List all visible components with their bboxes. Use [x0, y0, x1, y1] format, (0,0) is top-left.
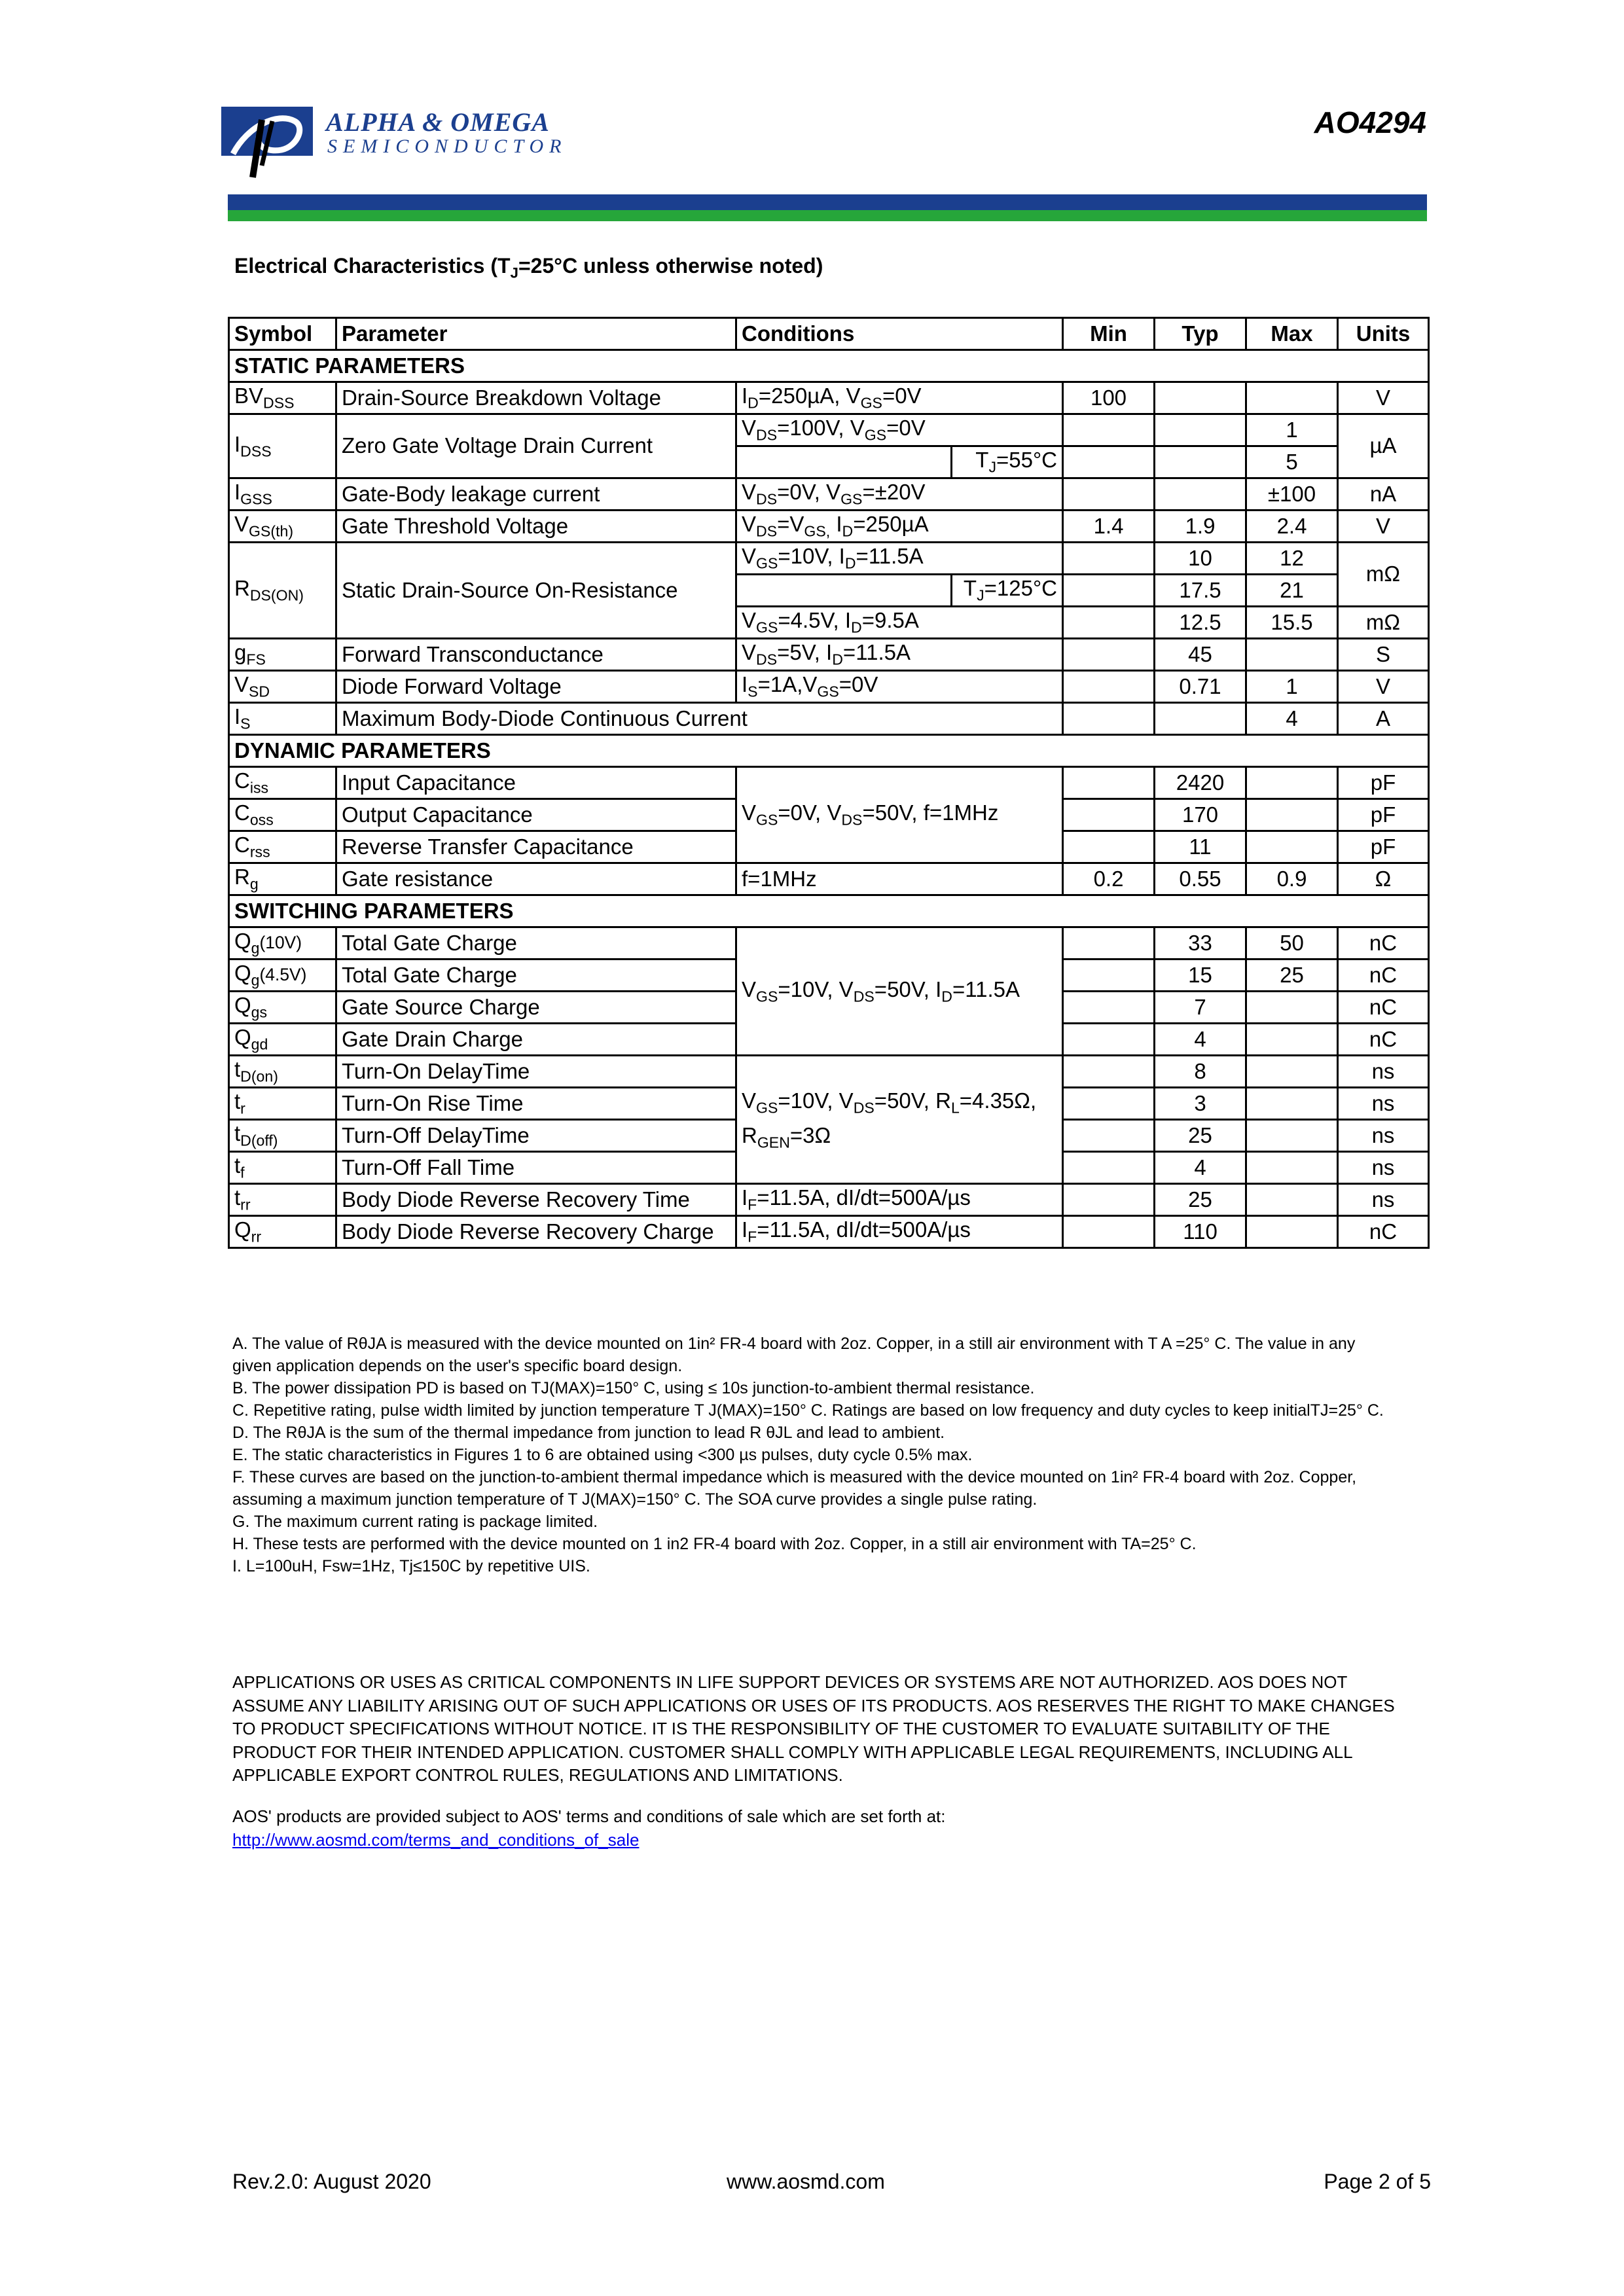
typ-tr: 3 — [1155, 1088, 1246, 1120]
table-row — [229, 639, 1429, 671]
param-is: Maximum Body-Diode Continuous Current — [336, 703, 1063, 735]
symbol-ciss: $C_{iss}$ — [229, 767, 336, 799]
header-symbol: Symbol — [229, 318, 336, 350]
footer-website: www.aosmd.com — [727, 2170, 885, 2193]
typ-rdson-3: 12.5 — [1155, 607, 1246, 639]
symbol-tr: $t_r$ — [229, 1088, 336, 1120]
symbol-qg45: $Q_g(4.5V)$ — [229, 960, 336, 992]
part-number: AO4294 — [1314, 105, 1426, 139]
footer-revision: Rev.2.0: August 2020 — [232, 2170, 431, 2193]
min-vgsth: 1.4 — [1063, 511, 1155, 543]
table-row — [229, 703, 1429, 735]
footnote-h: H. These tests are performed with the device mounted on 1 in2 FR-4 board with 2oz. Copper, in a still air environment with TA=25° C. — [232, 1535, 1197, 1553]
table-row — [229, 382, 1429, 414]
typ-qg45: 15 — [1155, 960, 1246, 992]
max-qg10: 50 — [1246, 927, 1338, 960]
table-row — [229, 671, 1429, 703]
symbol-gfs: $g_{FS}$ — [229, 639, 336, 671]
footnote-d: D. The RθJA is the sum of the thermal impedance from junction to lead R θJL and lead to ambient. — [232, 1424, 945, 1442]
symbol-tdon: $t_{D(on)}$ — [229, 1056, 336, 1088]
table-row — [229, 767, 1429, 799]
terms-text: AOS' products are provided subject to AOS' terms and conditions of sale which are set forth at: — [232, 1806, 946, 1826]
units-qg10: nC — [1338, 927, 1429, 960]
cond-gfs: $V_{DS}=5V$, $I_D=11.5A$ — [736, 639, 1063, 671]
cond-rdson-3: $V_{GS}=4.5V$, $I_D=9.5A$ — [736, 607, 1063, 639]
max-igss: ±100 — [1246, 478, 1338, 511]
table-row — [229, 511, 1429, 543]
header-parameter: Parameter — [336, 318, 736, 350]
disclaimer: APPLICATIONS OR USES AS CRITICAL COMPONENTS IN LIFE SUPPORT DEVICES OR SYSTEMS ARE NOT AUTHORIZED. AOS DOES NOT ASSUME ANY LIABILITY ARISING OUT OF SUCH APPLICATIONS OR USES OF ITS PRODUCTS. AOS RESERVES THE RIGHT TO MAKE CHANGES TO PRODUCT SPECIFICATIONS WITHOUT NOTICE. IT IS THE RESPONSIBILITY OF THE CUSTOMER TO EVALUATE SUITABILITY OF THE PRODUCT FOR THEIR INTENDED APPLICATION. CUSTOMER SHALL COMPLY WITH APPLICABLE LEGAL REQUIREMENTS, INCLUDING ALL APPLICABLE EXPORT CONTROL RULES, REGULATIONS AND LIMITATIONS. — [232, 1672, 1395, 1785]
typ-rdson-2: 17.5 — [1155, 575, 1246, 607]
units-crss: pF — [1338, 831, 1429, 863]
max-vgsth: 2.4 — [1246, 511, 1338, 543]
symbol-crss: $C_{rss}$ — [229, 831, 336, 863]
symbol-rdson: $R_{DS(ON)}$ — [229, 543, 336, 639]
typ-trr: 25 — [1155, 1184, 1246, 1216]
cond-idss: $V_{DS}=100V$, $V_{GS}=0V$ — [736, 414, 1063, 446]
cond-switching: $V_{GS}=10V$, $V_{DS}=50V$, $R_L=4.35\Omega$, $R_{GEN}=3\Omega$ — [736, 1056, 1063, 1184]
table-row — [229, 863, 1429, 895]
table-header-row — [229, 318, 1429, 350]
units-is: A — [1338, 703, 1429, 735]
cond-vgsth: $V_{DS}=V_{GS,}$ $I_D=250\mu A$ — [736, 511, 1063, 543]
table-row — [229, 927, 1429, 960]
units-rdson-3: mΩ — [1338, 607, 1429, 639]
units-trr: ns — [1338, 1184, 1429, 1216]
cond-igss: $V_{DS}=0V$, $V_{GS}=\pm 20V$ — [736, 478, 1063, 511]
section-row — [229, 350, 1429, 382]
table-row — [229, 1184, 1429, 1216]
symbol-tf: $t_f$ — [229, 1152, 336, 1184]
cond-rdson-tj: $T_J=125^\circ C$ — [952, 575, 1063, 607]
typ-gfs: 45 — [1155, 639, 1246, 671]
cond-gate-charge: $V_{GS}=10V$, $V_{DS}=50V$, $I_D=11.5A$ — [736, 927, 1063, 1056]
max-is: 4 — [1246, 703, 1338, 735]
max-idss-tj: 5 — [1246, 446, 1338, 478]
cond-capacitance: $V_{GS}=0V$, $V_{DS}=50V$, f=1MHz — [736, 767, 1063, 863]
typ-tdon: 8 — [1155, 1056, 1246, 1088]
typ-tf: 4 — [1155, 1152, 1246, 1184]
param-crss: Reverse Transfer Capacitance — [336, 831, 736, 863]
units-ciss: pF — [1338, 767, 1429, 799]
param-qgs: Gate Source Charge — [336, 992, 736, 1024]
symbol-qg10: $Q_g(10V)$ — [229, 927, 336, 960]
param-gfs: Forward Transconductance — [336, 639, 736, 671]
table-row — [229, 1056, 1429, 1088]
units-qg45: nC — [1338, 960, 1429, 992]
section-dynamic: DYNAMIC PARAMETERS — [229, 735, 1429, 767]
param-bvdss: Drain-Source Breakdown Voltage — [336, 382, 736, 414]
header-max: Max — [1246, 318, 1338, 350]
symbol-qrr: $Q_{rr}$ — [229, 1216, 336, 1248]
units-igss: nA — [1338, 478, 1429, 511]
max-qg45: 25 — [1246, 960, 1338, 992]
typ-rdson-1: 10 — [1155, 543, 1246, 575]
footnote-i: I. L=100uH, Fsw=1Hz, Tj≤150C by repetitive UIS. — [232, 1557, 590, 1575]
min-rg: 0.2 — [1063, 863, 1155, 895]
alpha-omega-logo-icon — [221, 107, 313, 179]
param-tf: Turn-Off Fall Time — [336, 1152, 736, 1184]
header-typ: Typ — [1155, 318, 1246, 350]
param-ciss: Input Capacitance — [336, 767, 736, 799]
terms-block — [232, 1804, 946, 1852]
units-tdon: ns — [1338, 1056, 1429, 1088]
symbol-coss: $C_{oss}$ — [229, 799, 336, 831]
footnote-g: G. The maximum current rating is package limited. — [232, 1513, 598, 1531]
typ-ciss: 2420 — [1155, 767, 1246, 799]
max-vsd: 1 — [1246, 671, 1338, 703]
max-rdson-2: 21 — [1246, 575, 1338, 607]
company-logo — [221, 107, 588, 179]
symbol-is: $I_S$ — [229, 703, 336, 735]
symbol-trr: $t_{rr}$ — [229, 1184, 336, 1216]
footnotes — [232, 1333, 1384, 1577]
cond-rg: f=1MHz — [736, 863, 1063, 895]
typ-vsd: 0.71 — [1155, 671, 1246, 703]
typ-rg: 0.55 — [1155, 863, 1246, 895]
units-rdson-1: mΩ — [1338, 543, 1429, 607]
symbol-qgs: $Q_{gs}$ — [229, 992, 336, 1024]
max-rdson-3: 15.5 — [1246, 607, 1338, 639]
footnote-c: C. Repetitive rating, pulse width limited by junction temperature T J(MAX)=150° C. Ratings are based on low frequency and duty cycles to keep initialTJ=25° C. — [232, 1401, 1384, 1420]
typ-crss: 11 — [1155, 831, 1246, 863]
company-subtitle: SEMICONDUCTOR — [327, 135, 568, 157]
header-bar-green — [228, 210, 1427, 221]
param-rdson: Static Drain-Source On-Resistance — [336, 543, 736, 639]
symbol-tdoff: $t_{D(off)}$ — [229, 1120, 336, 1152]
footnote-f: F. These curves are based on the junction-to-ambient thermal impedance which is measured with the device mounted on 1in² FR-4 board with 2oz. Copper, assuming a maximum junction temperature of T J(MAX)=150° C. The SOA curve provides a single pulse rating. — [232, 1468, 1357, 1509]
header-units: Units — [1338, 318, 1429, 350]
units-vsd: V — [1338, 671, 1429, 703]
typ-qgs: 7 — [1155, 992, 1246, 1024]
footer-page-number: Page 2 of 5 — [1324, 2170, 1431, 2193]
table-row — [229, 414, 1429, 446]
typ-qrr: 110 — [1155, 1216, 1246, 1248]
section-switching: SWITCHING PARAMETERS — [229, 895, 1429, 927]
symbol-qgd: $Q_{gd}$ — [229, 1024, 336, 1056]
param-tdoff: Turn-Off DelayTime — [336, 1120, 736, 1152]
units-idss: µA — [1338, 414, 1429, 478]
symbol-vsd: $V_{SD}$ — [229, 671, 336, 703]
param-qgd: Gate Drain Charge — [336, 1024, 736, 1056]
typ-qg10: 33 — [1155, 927, 1246, 960]
units-vgsth: V — [1338, 511, 1429, 543]
typ-qgd: 4 — [1155, 1024, 1246, 1056]
units-qgd: nC — [1338, 1024, 1429, 1056]
param-qg10: Total Gate Charge — [336, 927, 736, 960]
cond-bvdss: $I_D=250\mu A$, $V_{GS}=0V$ — [736, 382, 1063, 414]
units-coss: pF — [1338, 799, 1429, 831]
table-row — [229, 478, 1429, 511]
units-tf: ns — [1338, 1152, 1429, 1184]
terms-link[interactable]: http://www.aosmd.com/terms_and_conditions_of_sale — [232, 1830, 640, 1850]
param-tr: Turn-On Rise Time — [336, 1088, 736, 1120]
max-idss: 1 — [1246, 414, 1338, 446]
symbol-idss: $I_{DSS}$ — [229, 414, 336, 478]
param-idss: Zero Gate Voltage Drain Current — [336, 414, 736, 478]
param-qg45: Total Gate Charge — [336, 960, 736, 992]
typ-coss: 170 — [1155, 799, 1246, 831]
cond-vsd: $I_S=1A,V_{GS}=0V$ — [736, 671, 1063, 703]
units-tdoff: ns — [1338, 1120, 1429, 1152]
cond-rdson-1: $V_{GS}=10V$, $I_D=11.5A$ — [736, 543, 1063, 575]
header-bar-blue — [228, 194, 1427, 210]
max-rdson-1: 12 — [1246, 543, 1338, 575]
units-tr: ns — [1338, 1088, 1429, 1120]
typ-tdoff: 25 — [1155, 1120, 1246, 1152]
company-name: ALPHA & OMEGA — [326, 107, 550, 137]
param-tdon: Turn-On DelayTime — [336, 1056, 736, 1088]
symbol-rg: $R_g$ — [229, 863, 336, 895]
section-row — [229, 735, 1429, 767]
param-igss: Gate-Body leakage current — [336, 478, 736, 511]
cond-trr: $I_F=11.5A$, dI/dt=500A/µs — [736, 1184, 1063, 1216]
max-rg: 0.9 — [1246, 863, 1338, 895]
symbol-igss: $I_{GSS}$ — [229, 478, 336, 511]
param-qrr: Body Diode Reverse Recovery Charge — [336, 1216, 736, 1248]
param-coss: Output Capacitance — [336, 799, 736, 831]
table-row — [229, 1216, 1429, 1248]
table-row — [229, 543, 1429, 575]
section-row — [229, 895, 1429, 927]
param-vsd: Diode Forward Voltage — [336, 671, 736, 703]
footnote-b: B. The power dissipation PD is based on TJ(MAX)=150° C, using ≤ 10s junction-to-ambient thermal resistance. — [232, 1379, 1035, 1397]
section-static: STATIC PARAMETERS — [229, 350, 1429, 382]
min-bvdss: 100 — [1063, 382, 1155, 414]
section-title: Electrical Characteristics ($T_J=25^\circ C$ unless otherwise noted) — [234, 254, 823, 281]
param-vgsth: Gate Threshold Voltage — [336, 511, 736, 543]
symbol-vgsth: $V_{GS(th)}$ — [229, 511, 336, 543]
param-rg: Gate resistance — [336, 863, 736, 895]
header-min: Min — [1063, 318, 1155, 350]
cond-qrr: $I_F=11.5A$, dI/dt=500A/µs — [736, 1216, 1063, 1248]
param-trr: Body Diode Reverse Recovery Time — [336, 1184, 736, 1216]
electrical-characteristics-table — [228, 317, 1430, 1249]
units-qgs: nC — [1338, 992, 1429, 1024]
footnote-e: E. The static characteristics in Figures 1 to 6 are obtained using <300 µs pulses, duty cycle 0.5% max. — [232, 1446, 973, 1464]
typ-vgsth: 1.9 — [1155, 511, 1246, 543]
units-bvdss: V — [1338, 382, 1429, 414]
units-rg: Ω — [1338, 863, 1429, 895]
header-conditions: Conditions — [736, 318, 1063, 350]
cond-idss-tj: $T_J=55^\circ C$ — [952, 446, 1063, 478]
units-qrr: nC — [1338, 1216, 1429, 1248]
footnote-a: A. The value of RθJA is measured with the device mounted on 1in² FR-4 board with 2oz. Copper, in a still air environment with T A =25° C. The value in any given application depends on the user's specific board design. — [232, 1335, 1356, 1375]
symbol-bvdss: $BV_{DSS}$ — [229, 382, 336, 414]
units-gfs: S — [1338, 639, 1429, 671]
